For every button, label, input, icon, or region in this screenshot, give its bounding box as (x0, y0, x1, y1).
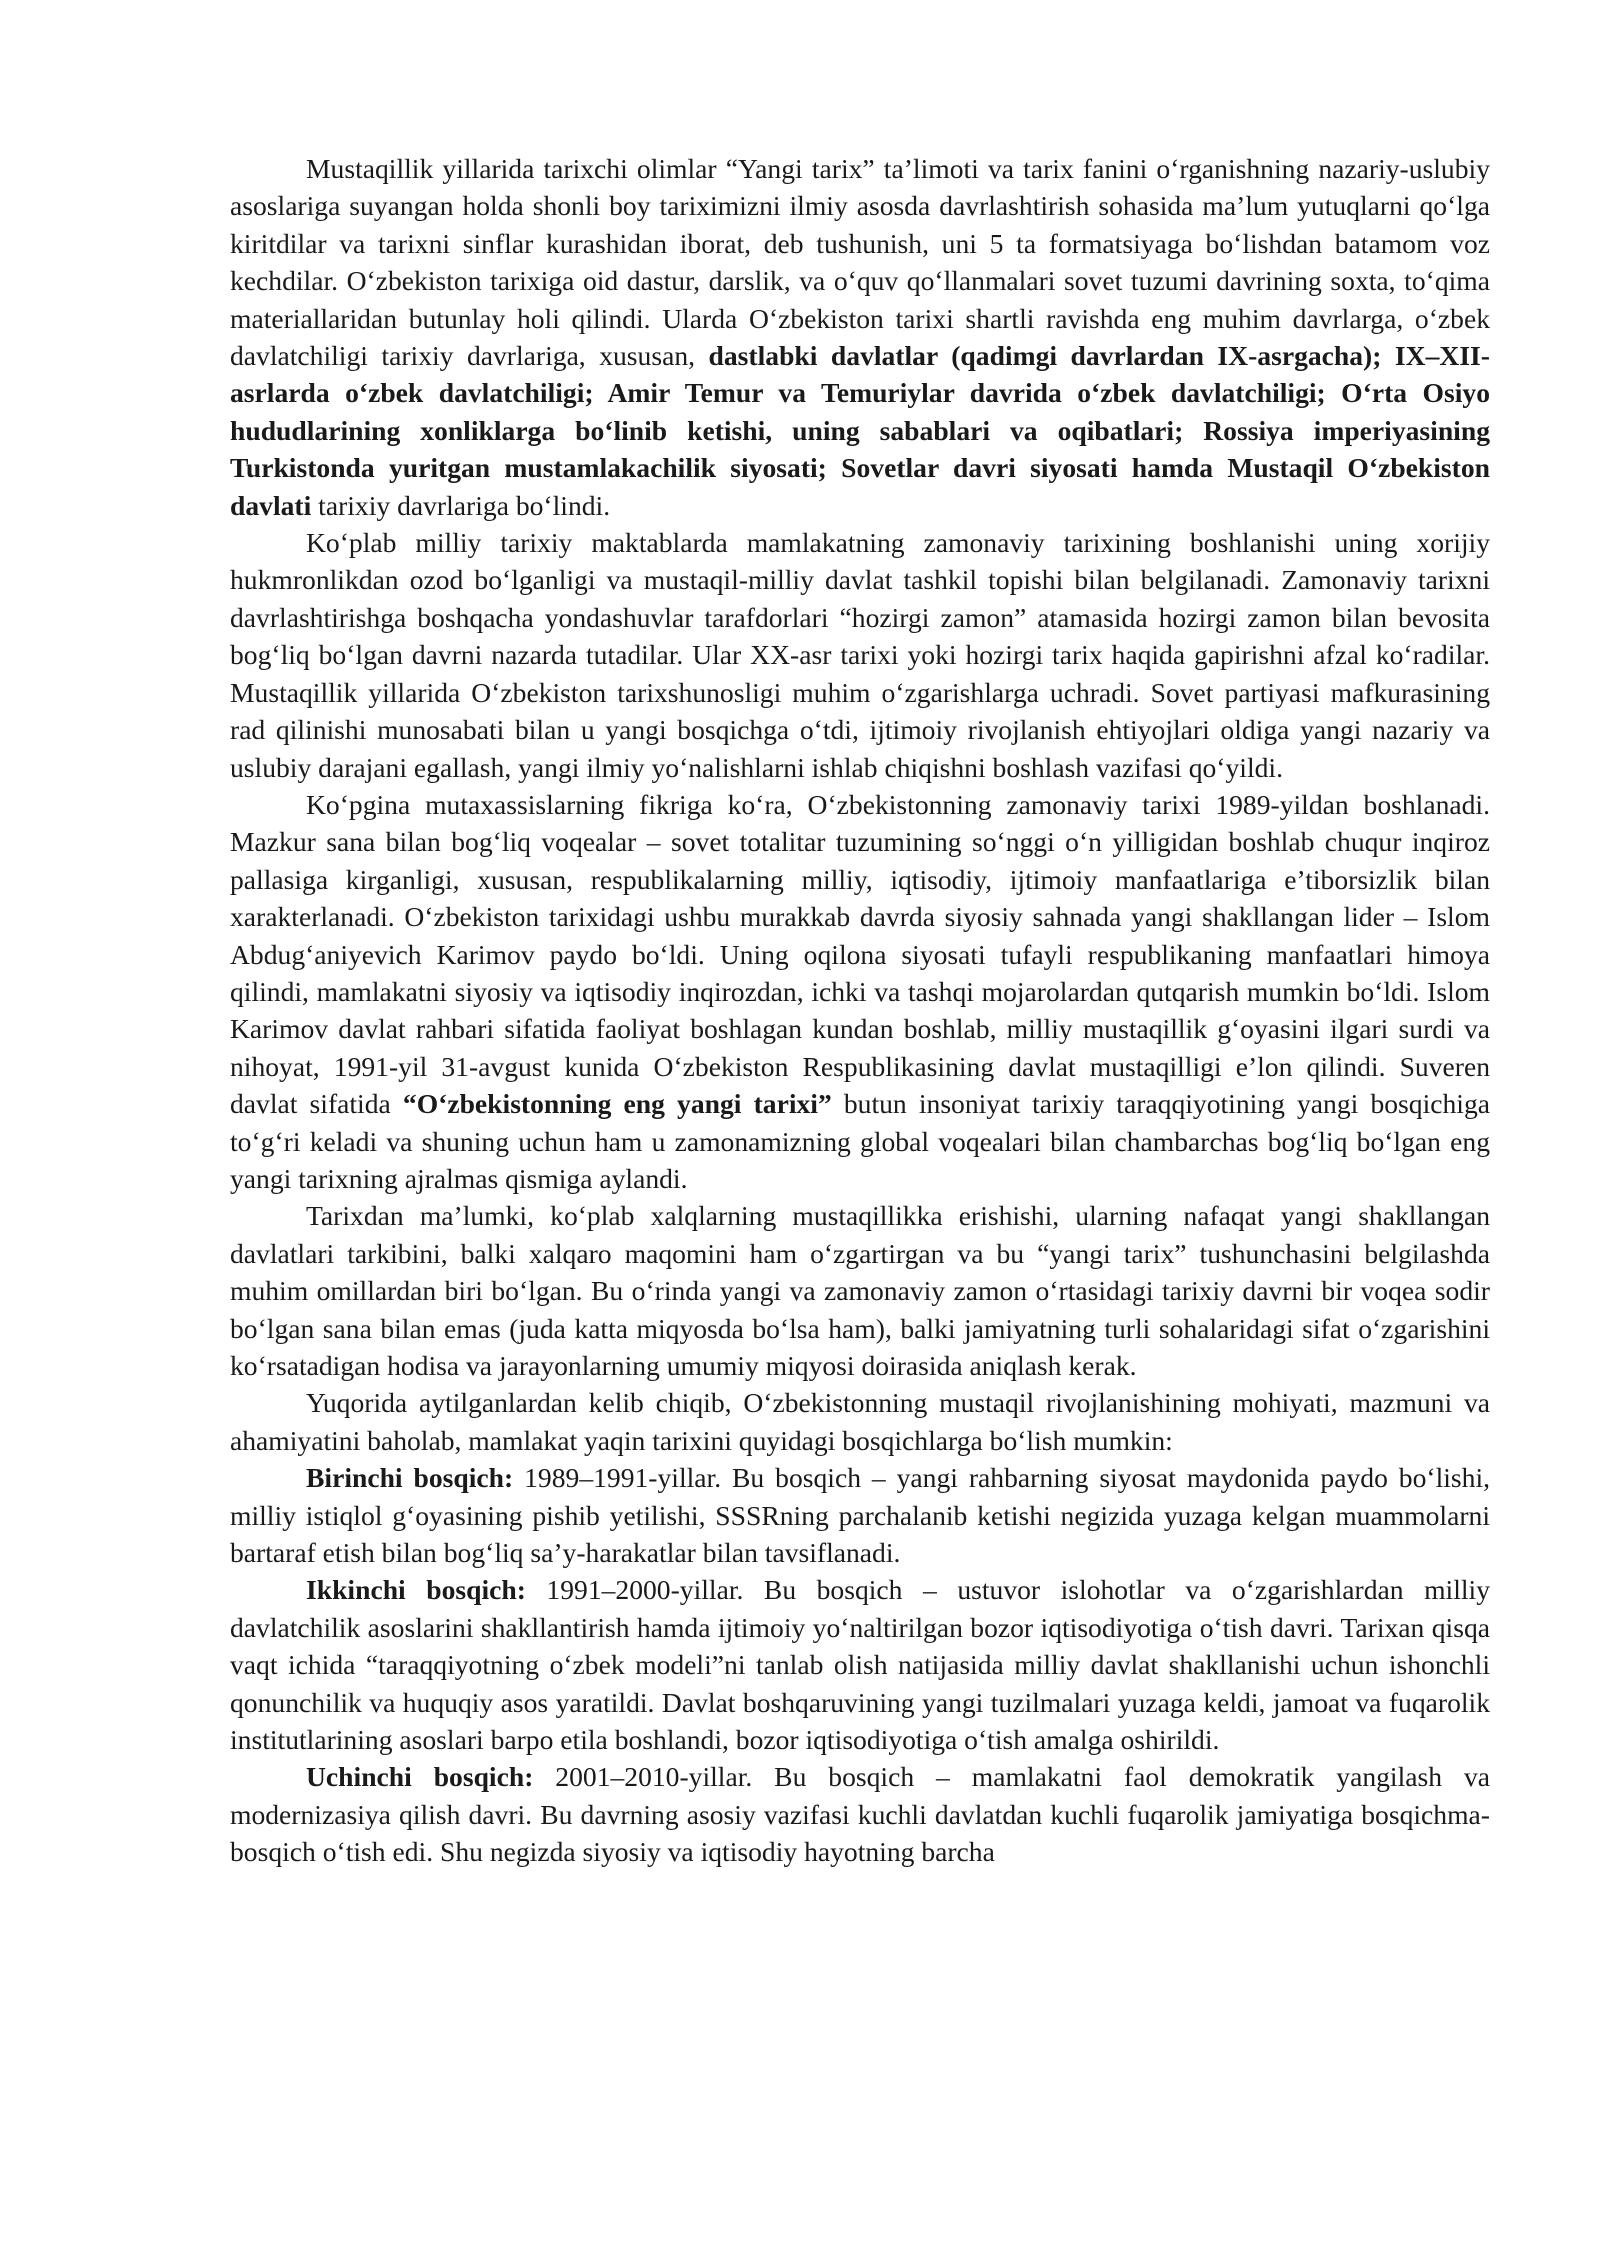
paragraph-text: tarixiy davrlariga bo‘lindi. (311, 489, 611, 521)
paragraph-text: 2001–2010-yillar. Bu bosqich – mamlakatni faol demokratik yangilash va modernizasiya qilish davri. Bu davrning asosiy vazifasi kuchli davlatdan kuchli fuqarolik jamiyatiga bosqichma-bosqich o‘tish edi. Shu negizda siyosiy va iqtisodiy hayotning barcha (230, 1761, 1490, 1868)
paragraph-text: butun insoniyat tarixiy taraqqiyotining yangi bosqichiga to‘g‘ri keladi va shuning uchun ham u zamonamizning global voqealari bilan chambarchas bog‘liq bo‘lgan eng yangi tarixning ajralmas qismiga aylandi. (230, 1088, 1490, 1194)
paragraph-text: 1989–1991-yillar. Bu bosqich – yangi rahbarning siyosat maydonida paydo bo‘lishi, milliy istiqlol g‘oyasining pishib yetilishi, SSSRning parchalanib ketishi negizida yuzaga kelgan muammolarni bartaraf etish bilan bog‘liq sa’y-harakatlar bilan tavsiflanadi. (230, 1462, 1491, 1569)
stage-3-paragraph (230, 1758, 1490, 1870)
stage-3-label: Uchinchi bosqich: (306, 1761, 534, 1793)
paragraph-2: Ko‘plab milliy tarixiy maktablarda mamlakatning zamonaviy tarixining boshlanishi uning xorijiy hukmronlikdan ozod bo‘lganligi va mustaqil-milliy davlat tashkil topishi bilan belgilanadi. Zamonaviy tarixni davrlashtirishga boshqacha yondashuvlar tarafdorlari “hozirgi zamon” atamasida hozirgi zamon bilan bevosita bog‘liq bo‘lgan davrni nazarda tutadilar. Ular XX-asr tarixi yoki hozirgi tarix haqida gapirishni afzal ko‘radilar. Mustaqillik yillarida O‘zbekiston tarixshunosligi muhim o‘zgarishlarga uchradi. Sovet partiyasi mafkurasining rad qilinishi munosabati bilan u yangi bosqichga o‘tdi, ijtimoiy rivojlanish ehtiyojlari oldiga yangi nazariy va uslubiy darajani egallash, yangi ilmiy yo‘nalishlarni ishlab chiqishni boshlash vazifasi qo‘yildi. (230, 527, 1490, 783)
paragraph-3 (230, 786, 1490, 1197)
bold-quote: “O‘zbekistonning eng yangi tarixi” (402, 1088, 832, 1120)
stage-2-label: Ikkinchi bosqich: (306, 1574, 526, 1606)
stage-1-paragraph (230, 1459, 1490, 1571)
bold-periods-list: dastlabki davlatlar (qadimgi davrlardan IX-asrgacha); IX–XII-asrlarda o‘zbek davlatchiligi; Amir Temur va Temuriylar davrida o‘zbek davlatchiligi; O‘rta Osiyo hududlarining xonliklarga bo‘linib ketishi, uning sabablari va oqibatlari; Rossiya imperiyasining Turkistonda yuritgan mustamlakachilik siyosati; Sovetlar davri siyosati hamda Mustaqil O‘zbekiston davlati (230, 340, 1490, 521)
paragraph-text: Mustaqillik yillarida tarixchi olimlar “Yangi tarix” ta’limoti va tarix fanini o‘rganishning nazariy-uslubiy asoslariga suyangan holda shonli boy tariximizni ilmiy asosda davrlashtirish sohasida ma’lum yutuqlarni qo‘lga kiritdilar va tarixni sinflar kurashidan iborat, deb tushunish, uni 5 ta formatsiyaga bo‘lishdan batamom voz kechdilar. O‘zbekiston tarixiga oid dastur, darslik, va o‘quv qo‘llanmalari sovet tuzumi davrining soxta, to‘qima materiallaridan butunlay holi qilindi. Ularda O‘zbekiston tarixi shartli ravishda eng muhim davrlarga, o‘zbek davlatchiligi tarixiy davrlariga, xususan, (230, 153, 1490, 372)
paragraph-4: Tarixdan ma’lumki, ko‘plab xalqlarning mustaqillikka erishishi, ularning nafaqat yangi shakllangan davlatlari tarkibini, balki xalqaro maqomini ham o‘zgartirgan va bu “yangi tarix” tushunchasini belgilashda muhim omillardan biri bo‘lgan. Bu o‘rinda yangi va zamonaviy zamon o‘rtasidagi tarixiy davrni bir voqea sodir bo‘lgan sana bilan emas (juda katta miqyosda bo‘lsa ham), balki jamiyatning turli sohalaridagi sifat o‘zgarishini ko‘rsatadigan hodisa va jarayonlarning umumiy miqyosi doirasida aniqlash kerak. (230, 1200, 1490, 1381)
document-page (230, 150, 1490, 1871)
paragraph-5: Yuqorida aytilganlardan kelib chiqib, O‘zbekistonning mustaqil rivojlanishining mohiyati, mazmuni va ahamiyatini baholab, mamlakat yaqin tarixini quyidagi bosqichlarga bo‘lish mumkin: (230, 1387, 1490, 1456)
paragraph-1 (230, 150, 1490, 524)
stage-1-label: Birinchi bosqich: (306, 1462, 514, 1494)
paragraph-text: Ko‘pgina mutaxassislarning fikriga ko‘ra, O‘zbekistonning zamonaviy tarixi 1989-yildan boshlanadi. Mazkur sana bilan bog‘liq voqealar – sovet totalitar tuzumining so‘nggi o‘n yilligidan boshlab chuqur inqiroz pallasiga kirganligi, xususan, respublikalarning milliy, iqtisodiy, ijtimoiy manfaatlariga e’tiborsizlik bilan xarakterlanadi. O‘zbekiston tarixidagi ushbu murakkab davrda siyosiy sahnada yangi shakllangan lider – Islom Abdug‘aniyevich Karimov paydo bo‘ldi. Uning oqilona siyosati tufayli respublikaning manfaatlari himoya qilindi, mamlakatni siyosiy va iqtisodiy inqirozdan, ichki va tashqi mojarolardan qutqarish mumkin bo‘ldi. Islom Karimov davlat rahbari sifatida faoliyat boshlagan kundan boshlab, milliy mustaqillik g‘oyasini ilgari surdi va nihoyat, 1991-yil 31-avgust kunida O‘zbekiston Respublikasining davlat mustaqilligi e’lon qilindi. Suveren davlat sifatida (230, 788, 1490, 1120)
paragraph-text: 1991–2000-yillar. Bu bosqich – ustuvor islohotlar va o‘zgarishlardan milliy davlatchilik asoslarini shakllantirish hamda ijtimoiy yo‘naltirilgan bozor iqtisodiyotiga o‘tish davri. Tarixan qisqa vaqt ichida “taraqqiyotning o‘zbek modeli”ni tanlab olish natijasida milliy davlat shakllanishi uchun ishonchli qonunchilik va huquqiy asos yaratildi. Davlat boshqaruvining yangi tuzilmalari yuzaga keldi, jamoat va fuqarolik institutlarining asoslari barpo etila boshlandi, bozor iqtisodiyotiga o‘tish amalga oshirildi. (230, 1574, 1490, 1756)
stage-2-paragraph (230, 1571, 1490, 1758)
